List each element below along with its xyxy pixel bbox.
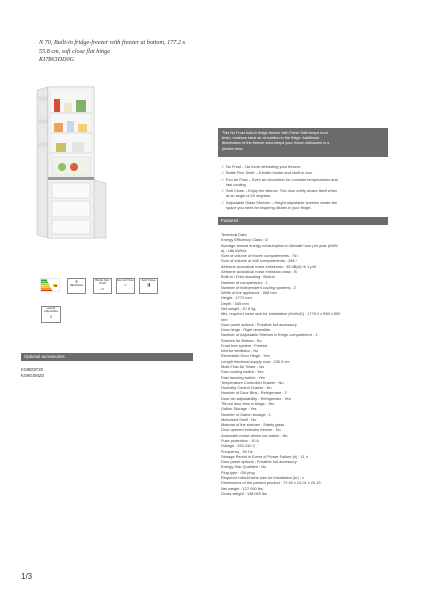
feature-text-cont: at an angle of 20 degrees. [226,193,272,199]
technical-data-row: Door opened indicator freezer : No [221,427,281,433]
soft-close-label: Soft Close [141,278,156,282]
technical-data-row: Voltage : 220-240 V [221,443,256,449]
checkmark-icon: ✓ [221,170,225,176]
technical-data-row: Plug type : GB plug [221,469,255,475]
bottle-icon: ▭ [100,285,105,291]
technical-data-row: Door panel options : Possible but accessory [221,321,297,327]
technical-data-row: Built-in / Free-standing : Built-in [221,274,276,280]
checkmark-icon: ✓ [221,188,225,194]
product-title [39,39,219,65]
technical-data-row: Required cutout/niche size for installation (in) : x [221,474,304,480]
description-line: fresh, moisture ideal air circulation in the fridge. Additional [222,136,320,141]
technical-data-row: Depth : 545 mm [221,300,249,306]
description-line: illumination of the freezer area keeps your frozen delicacies in a [222,141,330,146]
technical-data-list [221,232,393,496]
description-line: perfect view. [222,146,244,151]
technical-data-row: mm [221,316,228,322]
title-line-3: KI7863DD0G [39,56,75,64]
optional-accessories-header: Optional accessories [21,353,193,361]
energy-class-value: D [55,283,58,288]
feature-bullet [221,170,389,175]
door-close-icon: ◨ [146,282,151,288]
technical-data-row: Min. required niche size for installation (HxWxD) : 1775.0 x 560 x 550 [221,311,341,317]
no-frost-label: No Frost [70,283,83,287]
shelf-adjust-icon: ⇕ [49,313,53,319]
soft-close-badge [139,278,158,294]
title-line-2: 55.8 cm, soft close flat hinge [39,47,110,55]
bottle-flex-shelf-badge [93,278,112,294]
feature-text-cont: fast cooling. [226,181,247,187]
technical-data-row: Dimensions of the packed product : 72.45 x 24.01 x 25.19 [221,480,321,486]
height-adjustable-badge [41,306,61,323]
technical-data-row: Material of the shelves : Safety glass [221,422,285,428]
technical-data-row: Humidity Control Drawer : No [221,385,272,391]
technical-data-row: Door bin adjustability - Refrigerator : Yes [221,395,291,401]
technical-data-row: Sum of volume of chill compartments : 184 l [221,258,297,264]
feature-bullet [221,177,389,188]
technical-data-row: Sum of volume of frozen compartments : 76 l [221,253,299,259]
technical-data-row: Number of Gallon storage : 1 [221,411,271,417]
feature-bullet [221,200,389,211]
technical-data-row: Reversible Door Hinge : Yes [221,353,270,359]
technical-data-row: Average annual energy consumption in kilowatt hour per year (kWh/ [221,242,338,248]
technical-data-row: Number of independent cooling systems : 2 [221,284,296,290]
technical-data-row: Gross weight : 138.000 lbs [221,490,268,496]
technical-data-row: Number of Adjustable Shelves in fridge compartment : 1 [221,332,318,338]
technical-data-row: Height : 1772 mm [221,295,252,301]
technical-data-row: Door hinge : Right reversible [221,327,271,333]
checkmark-icon: ✓ [221,176,225,182]
technical-data-row: Door panel options : Possible but accessory [221,459,297,465]
technical-data-row: Frequency : 50 Hz [221,448,253,454]
technical-data-row: Shelves for Bottles : No [221,337,262,343]
technical-data-row: Gallon Storage : Yes [221,406,257,412]
optional-accessories-list [21,367,44,379]
technical-data-row: Length electrical supply cord : 230.0 cm [221,358,290,364]
no-frost-badge [67,278,86,294]
technical-data-title: Technical Data [221,232,247,237]
technical-data-row: Fast freezing switch : Yes [221,374,265,380]
fridge-product-image [34,85,112,240]
technical-data-row: Storage Period in Event of Power Failure (h) : 11 h [221,453,308,459]
technical-data-row: Number of compressors : 1 [221,279,268,285]
height-adjustable-label: Height Adjustable [43,306,58,314]
eco-air-flow-badge [116,278,135,294]
air-flow-icon: ≈ [124,282,127,288]
technical-data-row: Net weight : 127.000 lbs [221,485,263,491]
technical-data-row: Interior ventilator : No [221,348,259,354]
technical-data-row: Temperature Controlled Drawer : No [221,379,284,385]
technical-data-row: Width of the appliance : 558 mm [221,290,277,296]
product-description [218,128,388,157]
technical-data-row: Number of Door Bins - Refrigerator : 2 [221,390,287,396]
features-header: Features [218,217,388,225]
technical-data-row: Fuse protection : 10 A [221,437,259,443]
technical-data-row: Automatic motor-driven ice-maker : No [221,432,288,438]
description-line: This No Frost built-in fridge-freezer with Fresh Safe keeps food [222,131,328,135]
bottle-flex-shelf-label: Bottle Flex Shelf [95,278,110,286]
technical-data-row: a) : 186 kWh/a [221,247,247,253]
feature-bullet-list [221,164,389,211]
technical-data-row: Airborne acoustical noise emissions : 35 dB(A) re 1 pW [221,263,317,269]
technical-data-row: Multi-Flow Air Tower : No [221,364,264,370]
eco-air-flow-label: Eco Air Flow [117,278,134,282]
technical-data-row: Fast cooling switch : Yes [221,369,264,375]
snowflake-icon: ❄ [74,279,79,284]
title-line-1: N 70, Built-in fridge-freezer with freezer at bottom, 177.2 x [39,39,186,46]
technical-data-row: Energy Efficiency Class : D [221,237,268,243]
accessory-item: KS9EDF20 [21,367,43,372]
technical-data-row: Tilt-out door bins in fridge : Yes [221,401,275,406]
technical-data-row: Energy Star Qualified : No [221,464,267,470]
feature-text: Bottle Flex Shelf – A bottle holder and shelf in one. [226,170,313,176]
technical-data-row: Frost free system : Freezer [221,342,268,348]
technical-data-row: Motorized Shelf : No [221,416,257,422]
feature-text: No Frost – No more defrosting your freezer. [226,164,302,169]
checkmark-icon: ✓ [221,164,225,169]
feature-badges [40,278,175,338]
feature-text: Adjustable Glass Shelves – Height adjustable shelves create the [226,199,338,205]
feature-bullet [221,188,389,199]
feature-text: Soft Close – Enjoy the silence. The door softly closes itself when [226,188,338,194]
feature-text: Eco Air Flow – Even air circulation for constant temperatures and [226,176,338,182]
accessory-item: KS9G0MZ0 [21,373,44,378]
checkmark-icon: ✓ [221,199,225,205]
page-number: 1/3 [21,572,33,581]
technical-data-row: Net weight : 57.8 kg [221,305,256,311]
feature-bullet [221,164,389,169]
technical-data-row: Airborne acoustical noise emission class : B [221,268,297,274]
feature-text-cont: space you need for inspiring dishes in your fridge. [226,205,312,211]
